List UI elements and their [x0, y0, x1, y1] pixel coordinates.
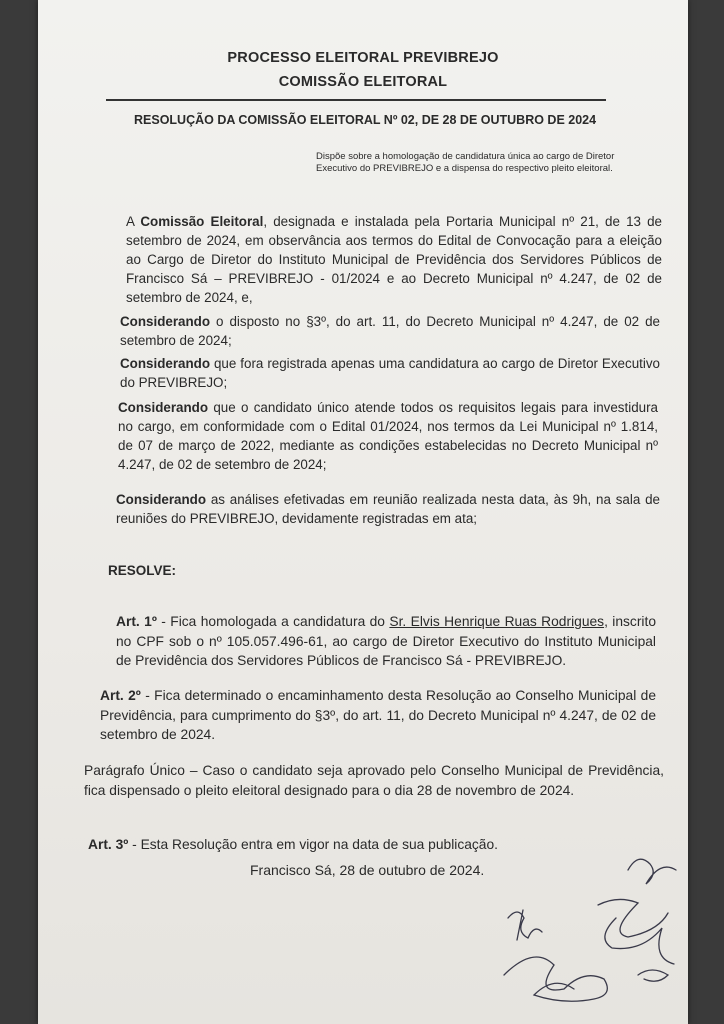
considerando-3	[118, 398, 658, 474]
article-1	[116, 612, 656, 671]
considerando-label: Considerando	[120, 314, 211, 329]
considerando-1-text: o disposto no §3º, do art. 11, do Decreto Municipal nº 4.247, de 02 de setembro de 2024;	[120, 314, 660, 348]
considerando-label: Considerando	[118, 400, 209, 415]
paragrafo-unico: Parágrafo Único – Caso o candidato seja aprovado pelo Conselho Municipal de Previdência, fica dispensado o pleito eleitoral designado para o dia 28 de novembro de 2024.	[84, 763, 664, 798]
article-2-text: - Fica determinado o encaminhamento desta Resolução ao Conselho Municipal de Previdência, para cumprimento do §3º, do art. 11, do Decreto Municipal nº 4.247, de 02 de setembro de 2024.	[100, 688, 656, 742]
resolve-label: RESOLVE:	[108, 563, 177, 578]
document-header-line1: PROCESSO ELEITORAL PREVIBREJO	[227, 50, 499, 66]
document-page	[38, 0, 688, 1024]
place-date: Francisco Sá, 28 de outubro de 2024.	[250, 862, 485, 878]
considerando-label: Considerando	[120, 356, 211, 371]
resolution-title: RESOLUÇÃO DA COMISSÃO ELEITORAL Nº 02, DE 28 DE OUTUBRO DE 2024	[134, 113, 597, 127]
signature-mark	[508, 910, 542, 940]
article-1-pre: - Fica homologada a candidatura do	[156, 614, 390, 629]
article-3-label: Art. 3º	[88, 837, 129, 852]
candidate-name: Sr. Elvis Henrique Ruas Rodrigues	[389, 614, 605, 629]
preamble-prefix: A	[126, 214, 141, 229]
considerando-4-text: as análises efetivadas em reunião realizada nesta data, às 9h, na sala de reuniões do PREVIBREJO, devidamente registradas em ata;	[116, 492, 660, 526]
article-2-label: Art. 2º	[100, 688, 141, 703]
article-2	[100, 686, 656, 745]
article-3-text: - Esta Resolução entra em vigor na data de sua publicação.	[128, 837, 498, 852]
document-header-line2: COMISSÃO ELEITORAL	[278, 74, 448, 90]
signature-mark	[605, 918, 674, 964]
preamble-bold: Comissão Eleitoral	[140, 214, 264, 229]
signature-mark	[504, 957, 607, 1001]
considerando-3-text: que o candidato único atende todos os requisitos legais para investidura no cargo, em conformidade com o Edital 01/2024, nos termos da Lei Municipal nº 1.814, de 07 de março de 2022, mediante as condições estabelecidas no Decreto Municipal nº 4.247, de 02 de setembro de 2024;	[118, 400, 658, 472]
article-1-post: , inscrito no CPF sob o nº 105.057.496-61, ao cargo de Diretor Executivo do Instituto Municipal de Previdência dos Servidores Públicos de Francisco Sá - PREVIBREJO.	[116, 614, 656, 668]
signature-mark	[628, 859, 676, 884]
preamble-paragraph	[126, 212, 662, 307]
considerando-2	[120, 354, 660, 392]
signature-mark	[638, 970, 668, 981]
ementa-text: Dispõe sobre a homologação de candidatura única ao cargo de Diretor Executivo do PREVIBREJO e a dispensa do respectivo pleito eleitoral.	[316, 151, 615, 174]
considerando-1	[120, 312, 660, 350]
preamble-rest: , designada e instalada pela Portaria Municipal nº 21, de 13 de setembro de 2024, em observância aos termos do Edital de Convocação para a eleição ao Cargo de Diretor do Instituto Municipal de Previdência dos Servidores Públicos de Francisco Sá – PREVIBREJO - 01/2024 e ao Decreto Municipal nº 4.247, de 02 de setembro de 2024, e,	[126, 214, 663, 305]
considerando-label: Considerando	[116, 492, 207, 507]
article-1-label: Art. 1º	[116, 614, 157, 629]
article-3	[88, 835, 648, 855]
considerando-4	[116, 490, 660, 528]
signature-mark	[598, 899, 668, 937]
header-divider	[106, 99, 606, 101]
considerando-2-text: que fora registrada apenas uma candidatura ao cargo de Diretor Executivo do PREVIBREJO;	[120, 356, 660, 390]
